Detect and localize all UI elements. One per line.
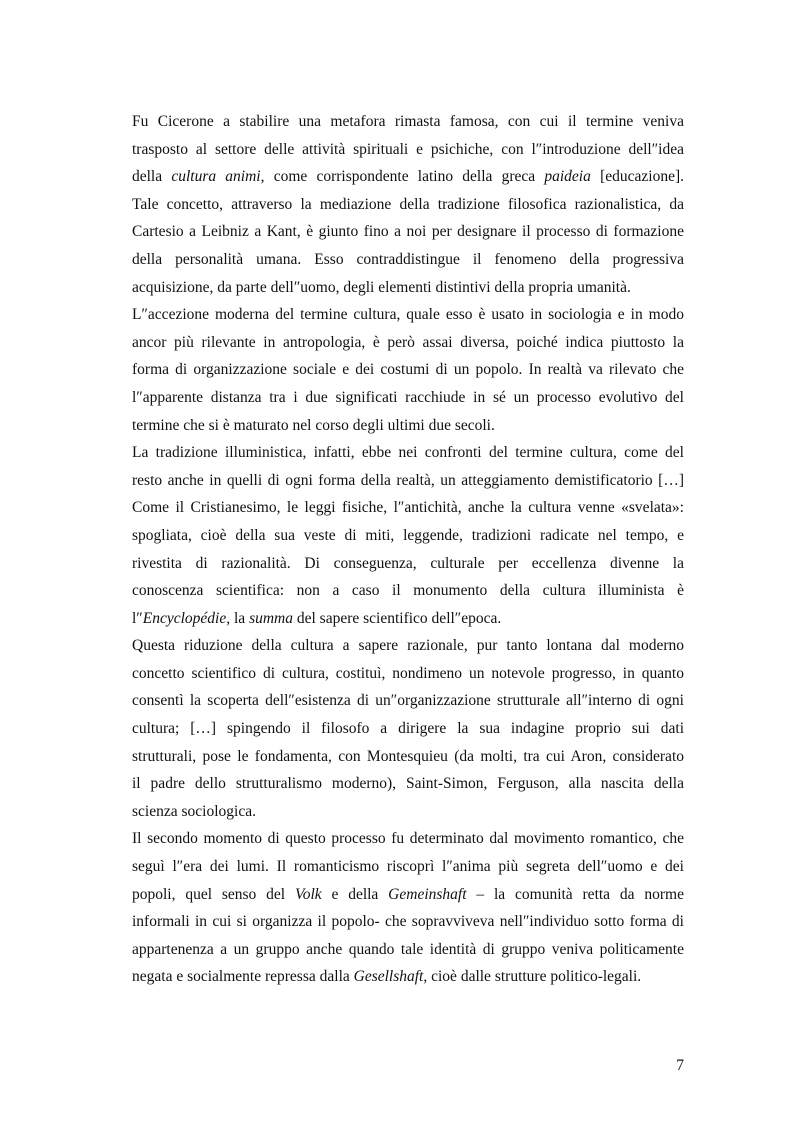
text-line — [132, 908, 684, 936]
text-line — [132, 687, 684, 715]
text-line — [132, 550, 684, 578]
text-run: Cartesio a Leibniz a Kant, è giunto fino a noi per designare il processo di formazione — [132, 223, 684, 241]
text-run: popoli, quel senso del — [132, 885, 295, 903]
italic-term: cultura animi, — [171, 168, 265, 186]
text-run: cultura; […] spingendo il filosofo a dirigere la sua indagine proprio sui dati — [132, 720, 684, 738]
text-run: concetto scientifico di cultura, costituì, nondimeno un notevole progresso, in quanto — [132, 664, 684, 682]
text-line — [132, 522, 684, 550]
text-line — [132, 798, 684, 826]
text-run: [educazione]. — [590, 168, 684, 186]
text-line — [132, 301, 684, 329]
text-line — [132, 660, 684, 688]
text-run: conoscenza scientifica: non a caso il monumento della cultura illuminista è — [132, 582, 684, 600]
text-line — [132, 356, 684, 384]
paragraph — [132, 301, 684, 439]
italic-term: Encyclopédie, — [142, 609, 231, 627]
italic-term: Volk — [294, 885, 322, 903]
text-run: Questa riduzione della cultura a sapere razionale, pur tanto lontana dal moderno — [132, 637, 684, 655]
text-run: della — [132, 168, 172, 186]
text-line — [132, 108, 684, 136]
text-run: termine che si è maturato nel corso degli ultimi due secoli. — [132, 416, 495, 434]
italic-term: paideia — [544, 168, 591, 186]
text-run: la — [230, 609, 250, 627]
text-run: come corrispondente latino della greca — [264, 168, 545, 186]
text-run: Tale concetto, attraverso la mediazione della tradizione filosofica razionalistica, da — [132, 195, 684, 213]
page-number: 7 — [676, 1057, 684, 1074]
text-run: spogliata, cioè della sua veste di miti, leggende, tradizioni radicate nel tempo, e — [132, 526, 684, 544]
text-run: informali in cui si organizza il popolo- che sopravviveva nell″individuo sotto forma di — [132, 913, 684, 931]
text-line — [132, 274, 684, 302]
italic-term: Gesellshaft — [353, 968, 424, 986]
text-run: rivestita di razionalità. Di conseguenza, culturale per eccellenza divenne la — [132, 554, 684, 572]
text-run: seguì l″era dei lumi. Il romanticismo riscoprì l″anima più segreta dell″uomo e dei — [132, 858, 684, 876]
text-run: L″accezione moderna del termine cultura, quale esso è usato in sociologia e in modo — [132, 306, 684, 324]
text-line — [132, 384, 684, 412]
paragraph — [132, 632, 684, 825]
text-run: del sapere scientifico dell″epoca. — [292, 609, 502, 627]
text-run: il padre dello strutturalismo moderno), Saint-Simon, Ferguson, alla nascita della — [132, 775, 684, 793]
italic-term: summa — [249, 609, 293, 627]
text-run: l″apparente distanza tra i due significati racchiude in sé un processo evolutivo del — [132, 388, 684, 406]
text-line — [132, 963, 684, 991]
text-line — [132, 936, 684, 964]
text-line — [132, 329, 684, 357]
text-run: strutturali, pose le fondamenta, con Montesquieu (da molti, tra cui Aron, considerato — [132, 747, 684, 765]
text-line — [132, 439, 684, 467]
text-run: , cioè dalle strutture politico-legali. — [423, 968, 642, 986]
text-line — [132, 632, 684, 660]
text-line — [132, 743, 684, 771]
paragraph — [132, 439, 684, 632]
text-run: – la comunità retta da norme — [466, 885, 684, 903]
text-run: forma di organizzazione sociale e dei costumi di un popolo. In realtà va rilevato che — [132, 361, 684, 379]
text-run: trasposto al settore delle attività spirituali e psichiche, con l″introduzione dell″idea — [132, 140, 684, 158]
text-run: ancor più rilevante in antropologia, è però assai diversa, poiché indica piuttosto la — [132, 333, 684, 351]
text-line — [132, 136, 684, 164]
text-run: Come il Cristianesimo, le leggi fisiche, l″antichità, anche la cultura venne «svelata»: — [132, 499, 684, 517]
text-line — [132, 715, 684, 743]
text-run: scienza sociologica. — [132, 802, 256, 820]
text-line — [132, 467, 684, 495]
text-line — [132, 163, 684, 191]
text-run: negata e socialmente repressa dalla — [132, 968, 354, 986]
text-line — [132, 881, 684, 909]
text-line — [132, 246, 684, 274]
text-line — [132, 218, 684, 246]
text-run: La tradizione illuministica, infatti, ebbe nei confronti del termine cultura, come del — [132, 444, 684, 462]
text-run: acquisizione, da parte dell″uomo, degli elementi distintivi della propria umanità. — [132, 278, 631, 296]
italic-term: Gemeinshaft — [388, 885, 467, 903]
text-line — [132, 770, 684, 798]
text-run: appartenenza a un gruppo anche quando tale identità di gruppo veniva politicamente — [132, 940, 684, 958]
text-run: consentì la scoperta dell″esistenza di un″organizzazione strutturale all″interno di ogni — [132, 692, 684, 710]
text-run: Fu Cicerone a stabilire una metafora rimasta famosa, con cui il termine veniva — [132, 113, 684, 130]
body-text — [132, 108, 684, 991]
text-line — [132, 853, 684, 881]
paragraph — [132, 825, 684, 991]
text-run: della personalità umana. Esso contraddistingue il fenomeno della progressiva — [132, 250, 684, 268]
text-run: l″ — [132, 609, 143, 627]
text-line — [132, 494, 684, 522]
text-line — [132, 191, 684, 219]
text-line — [132, 412, 684, 440]
text-line — [132, 605, 684, 633]
text-run: resto anche in quelli di ogni forma della realtà, un atteggiamento demistificatorio […] — [132, 471, 684, 489]
text-line — [132, 825, 684, 853]
text-line — [132, 577, 684, 605]
paragraph — [132, 108, 684, 301]
text-run: e della — [321, 885, 389, 903]
text-run: Il secondo momento di questo processo fu determinato dal movimento romantico, che — [132, 830, 684, 848]
